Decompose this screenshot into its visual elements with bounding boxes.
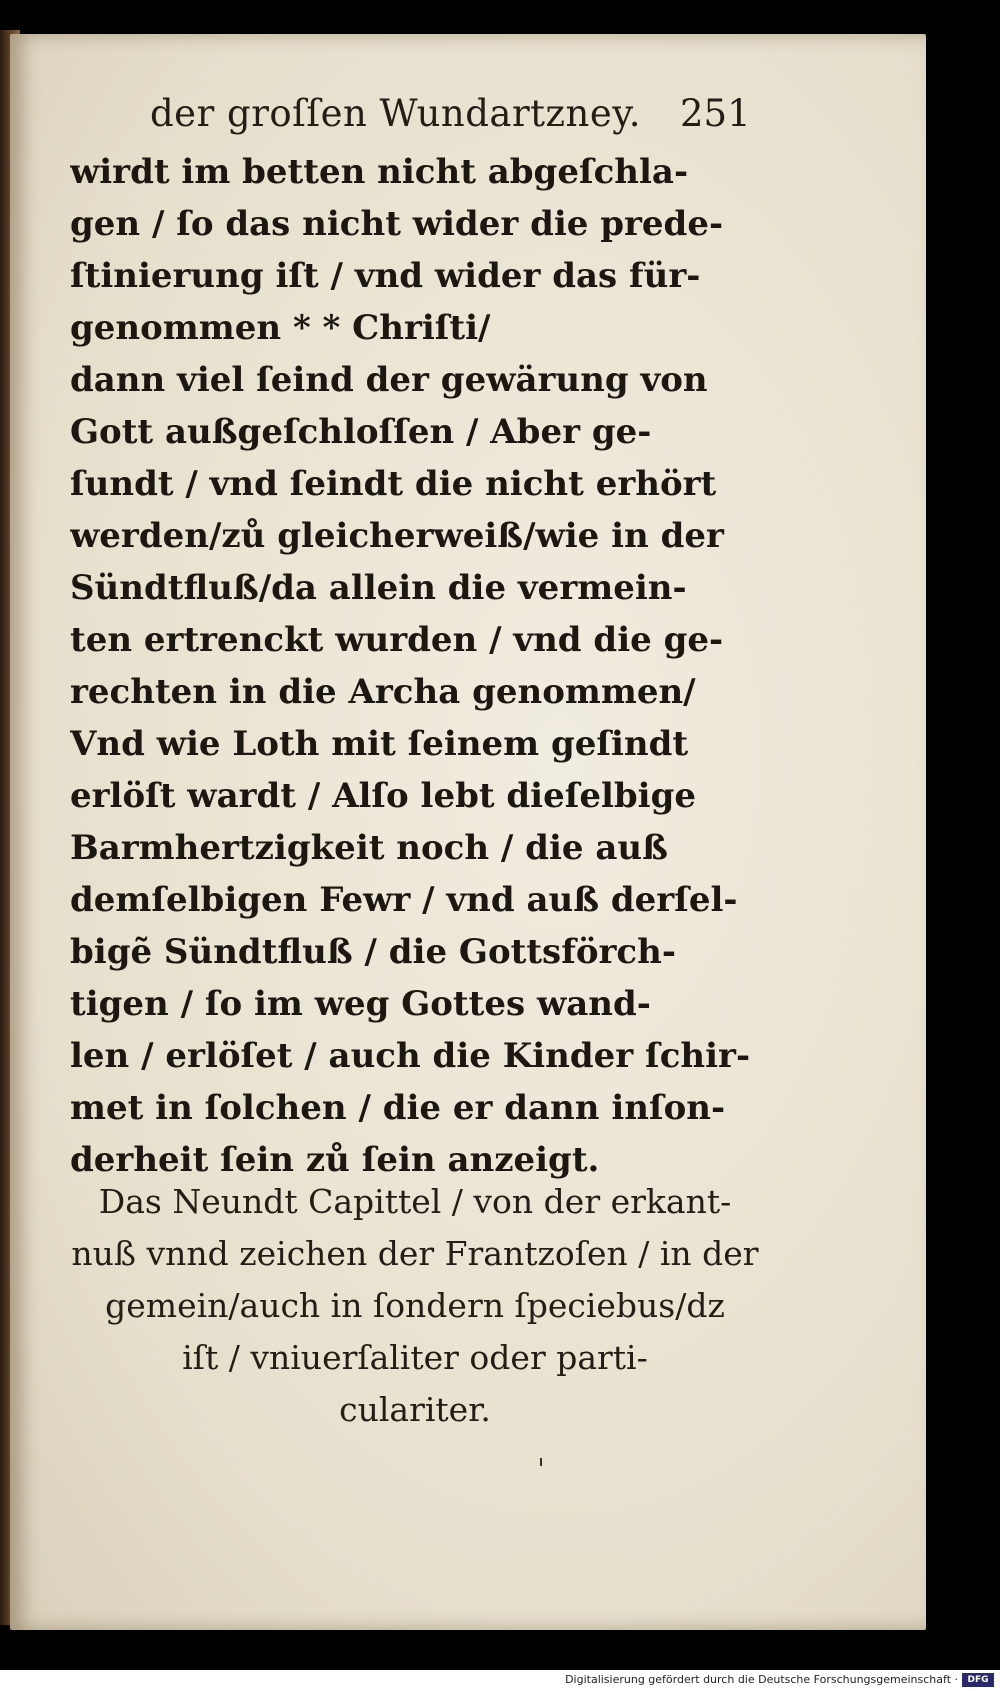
ink-speck xyxy=(540,1458,542,1466)
text-line: derheit ſein zů ſein anzeigt. xyxy=(70,1140,600,1180)
text-line: ten ertrenckt wurden / vnd die ge- xyxy=(70,620,724,660)
text-line: genommen * * Chriſti/ xyxy=(70,308,491,348)
text-line: bigẽ Sündtfluß / die Gottsförch- xyxy=(70,932,676,972)
text-line: werden/zů gleicherweiß/wie in der xyxy=(70,516,724,556)
text-line: Barmhertzigkeit noch / die auß xyxy=(70,828,668,868)
dfg-logo-icon: DFG xyxy=(962,1673,994,1687)
body-text xyxy=(70,146,760,1186)
text-line: Vnd wie Loth mit ſeinem geſindt xyxy=(70,724,689,764)
text-line: tigen / ſo im weg Gottes wand- xyxy=(70,984,651,1024)
running-head xyxy=(150,92,750,142)
chapter-heading xyxy=(70,1176,760,1436)
chapter-heading-line: nuß vnnd zeichen der Frantzoſen / in der xyxy=(71,1234,759,1273)
text-line: erlöſt wardt / Alſo lebt dieſelbige xyxy=(70,776,696,816)
chapter-heading-line: iſt / vniuerſaliter oder parti- xyxy=(182,1338,648,1377)
page-number: 251 xyxy=(680,92,751,135)
text-line: dann viel ſeind der gewärung von xyxy=(70,360,708,400)
footer-credit: Digitalisierung gefördert durch die Deutsche Forschungsgemeinschaft · xyxy=(565,1673,958,1686)
text-line: ſtinierung iſt / vnd wider das für- xyxy=(70,256,701,296)
text-line: met in ſolchen / die er dann inſon- xyxy=(70,1088,726,1128)
text-line: len / erlöſet / auch die Kinder ſchir- xyxy=(70,1036,751,1076)
text-line: demſelbigen Fewr / vnd auß derſel- xyxy=(70,880,738,920)
text-line: Gott außgeſchloſſen / Aber ge- xyxy=(70,412,652,452)
running-head-title: der groſſen Wundartzney. xyxy=(150,92,642,135)
digitization-footer xyxy=(0,1670,1000,1691)
text-line: Sündtfluß/da allein die vermein- xyxy=(70,568,687,608)
chapter-heading-line: culariter. xyxy=(339,1390,491,1429)
text-line: rechten in die Archa genommen/ xyxy=(70,672,696,712)
text-line: gen / ſo das nicht wider die prede- xyxy=(70,204,724,244)
chapter-heading-line: Das Neundt Capittel / von der erkant- xyxy=(98,1182,732,1221)
text-line: wirdt im betten nicht abgeſchla- xyxy=(70,152,689,192)
text-line: ſundt / vnd ſeindt die nicht erhört xyxy=(70,464,717,504)
chapter-heading-line: gemein/auch in ſondern ſpeciebus/dz xyxy=(105,1286,725,1325)
